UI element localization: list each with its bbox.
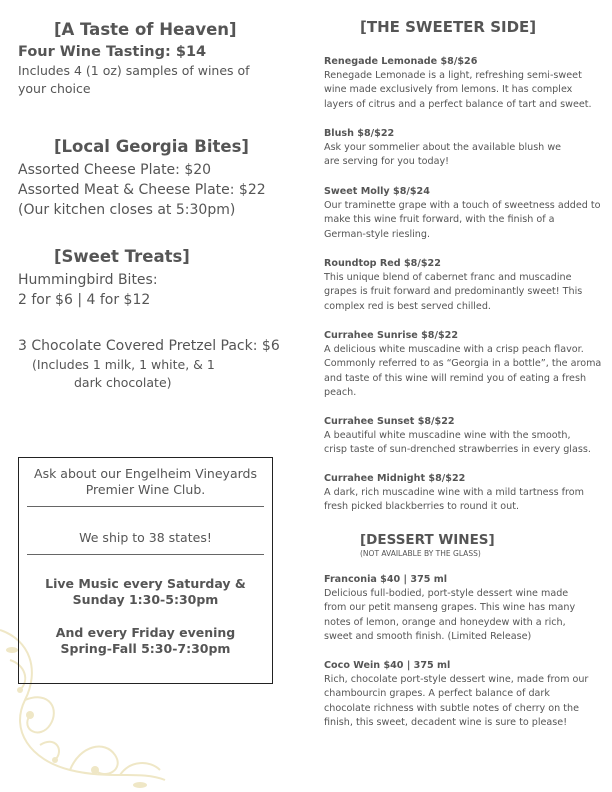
wine-desc: crisp taste of sun-drenched strawberries in every glass. (324, 444, 591, 456)
wine-name: Currahee Sunrise $8/$22 (324, 330, 459, 341)
dessert-desc: chocolate richness with subtle notes of cherry on the (324, 702, 579, 714)
bites-item: Assorted Meat & Cheese Plate: $22 (18, 182, 266, 198)
wine-name: Blush $8/$22 (324, 128, 395, 139)
wine-desc: and taste of this wine will remind you of eating a fresh (324, 372, 587, 384)
shipping-note: We ship to 38 states! (79, 530, 212, 545)
dessert-wines-heading: [DESSERT WINES] (360, 532, 495, 548)
wine-name: Currahee Sunset $8/$22 (324, 416, 455, 427)
dessert-desc: notes of lemon, orange and honeydew with a rich, (324, 616, 566, 628)
wine-desc: Ask your sommelier about the available blush we (324, 142, 562, 154)
dessert-desc: finish, this sweet, decadent wine is sure to please! (324, 716, 568, 728)
wine-desc: Our traminette grape with a touch of sweetness added to (324, 200, 601, 212)
wine-desc: layers of citrus and a perfect balance of tart and sweet. (324, 98, 592, 110)
wine-desc: grapes is fruit forward and predominantly sweet! This (324, 286, 583, 298)
wine-tasting-title: Four Wine Tasting: $14 (18, 44, 207, 60)
wine-desc: A dark, rich muscadine wine with a mild tartness from (324, 487, 584, 499)
friday-music-line2: Spring-Fall 5:30-7:30pm (60, 641, 231, 656)
wine-name: Sweet Molly $8/$24 (324, 186, 430, 197)
info-box (18, 457, 273, 684)
wine-desc: German-style riesling. (324, 228, 430, 240)
wine-item (324, 185, 606, 242)
dessert-desc: chambourcin grapes. A perfect balance of dark (324, 688, 550, 700)
dessert-desc: sweet and smooth finish. (Limited Release) (324, 630, 532, 642)
wine-item (324, 472, 606, 515)
bites-note: (Our kitchen closes at 5:30pm) (18, 202, 236, 218)
pretzel-note-line1: (Includes 1 milk, 1 white, & 1 (32, 357, 215, 372)
wine-desc: complex red is best served chilled. (324, 300, 491, 312)
wine-desc: This unique blend of cabernet franc and muscadine (324, 272, 572, 284)
hummingbird-bites: Hummingbird Bites: (18, 272, 158, 288)
wine-desc: Renegade Lemonade is a light, refreshing semi-sweet (324, 70, 582, 82)
wine-desc: wine made exclusively from lemons. It has complex (324, 84, 573, 96)
pretzel-note-line2: dark chocolate) (74, 375, 172, 390)
live-music-line1: Live Music every Saturday & (45, 576, 246, 591)
wine-desc: Commonly referred to as “Georgia in a bottle”, the aroma (324, 358, 602, 370)
sweeter-side-heading: [THE SWEETER SIDE] (360, 18, 537, 36)
dessert-name: Franconia $40 | 375 ml (324, 574, 448, 585)
bites-item: Assorted Cheese Plate: $20 (18, 162, 212, 178)
dessert-note: (NOT AVAILABLE BY THE GLASS) (360, 549, 481, 558)
dessert-desc: Rich, chocolate port-style dessert wine, made from our (324, 674, 589, 686)
wine-name: Renegade Lemonade $8/$26 (324, 56, 478, 67)
treats-heading: [Sweet Treats] (54, 247, 190, 266)
dessert-name: Coco Wein $40 | 375 ml (324, 660, 451, 671)
wine-desc: fresh picked blackberries to round it out. (324, 501, 520, 513)
divider (27, 506, 264, 507)
wine-item (324, 55, 606, 112)
wine-desc: are serving for you today! (324, 156, 450, 168)
wine-desc: A delicious white muscadine with a crisp peach flavor. (324, 344, 584, 356)
live-music-line2: Sunday 1:30-5:30pm (72, 592, 219, 607)
wine-desc: A beautiful white muscadine wine with the smooth, (324, 430, 571, 442)
wine-desc: make this wine fruit forward, with the finish of a (324, 214, 555, 226)
dessert-desc: Delicious full-bodied, port-style dessert wine made (324, 588, 569, 600)
wine-club-line1: Ask about our Engelheim Vineyards (34, 466, 257, 481)
taste-heading: [A Taste of Heaven] (54, 20, 237, 39)
hummingbird-prices: 2 for $6 | 4 for $12 (18, 292, 151, 308)
wine-club-line2: Premier Wine Club. (85, 482, 206, 497)
pretzel-pack: 3 Chocolate Covered Pretzel Pack: $6 (18, 338, 280, 354)
wine-desc: peach. (324, 386, 357, 398)
divider (27, 554, 264, 555)
bites-heading: [Local Georgia Bites] (54, 137, 249, 156)
wine-item (324, 127, 606, 170)
friday-music-line1: And every Friday evening (55, 625, 236, 640)
dessert-item (324, 659, 606, 730)
dessert-item (324, 573, 606, 644)
wine-item (324, 329, 606, 400)
wine-name: Roundtop Red $8/$22 (324, 258, 441, 269)
tasting-desc-line1: Includes 4 (1 oz) samples of wines of (18, 63, 250, 78)
wine-item (324, 415, 606, 458)
tasting-desc-line2: your choice (18, 81, 91, 96)
wine-name: Currahee Midnight $8/$22 (324, 473, 466, 484)
wine-item (324, 257, 606, 314)
dessert-desc: from our petit manseng grapes. This wine has many (324, 602, 576, 614)
